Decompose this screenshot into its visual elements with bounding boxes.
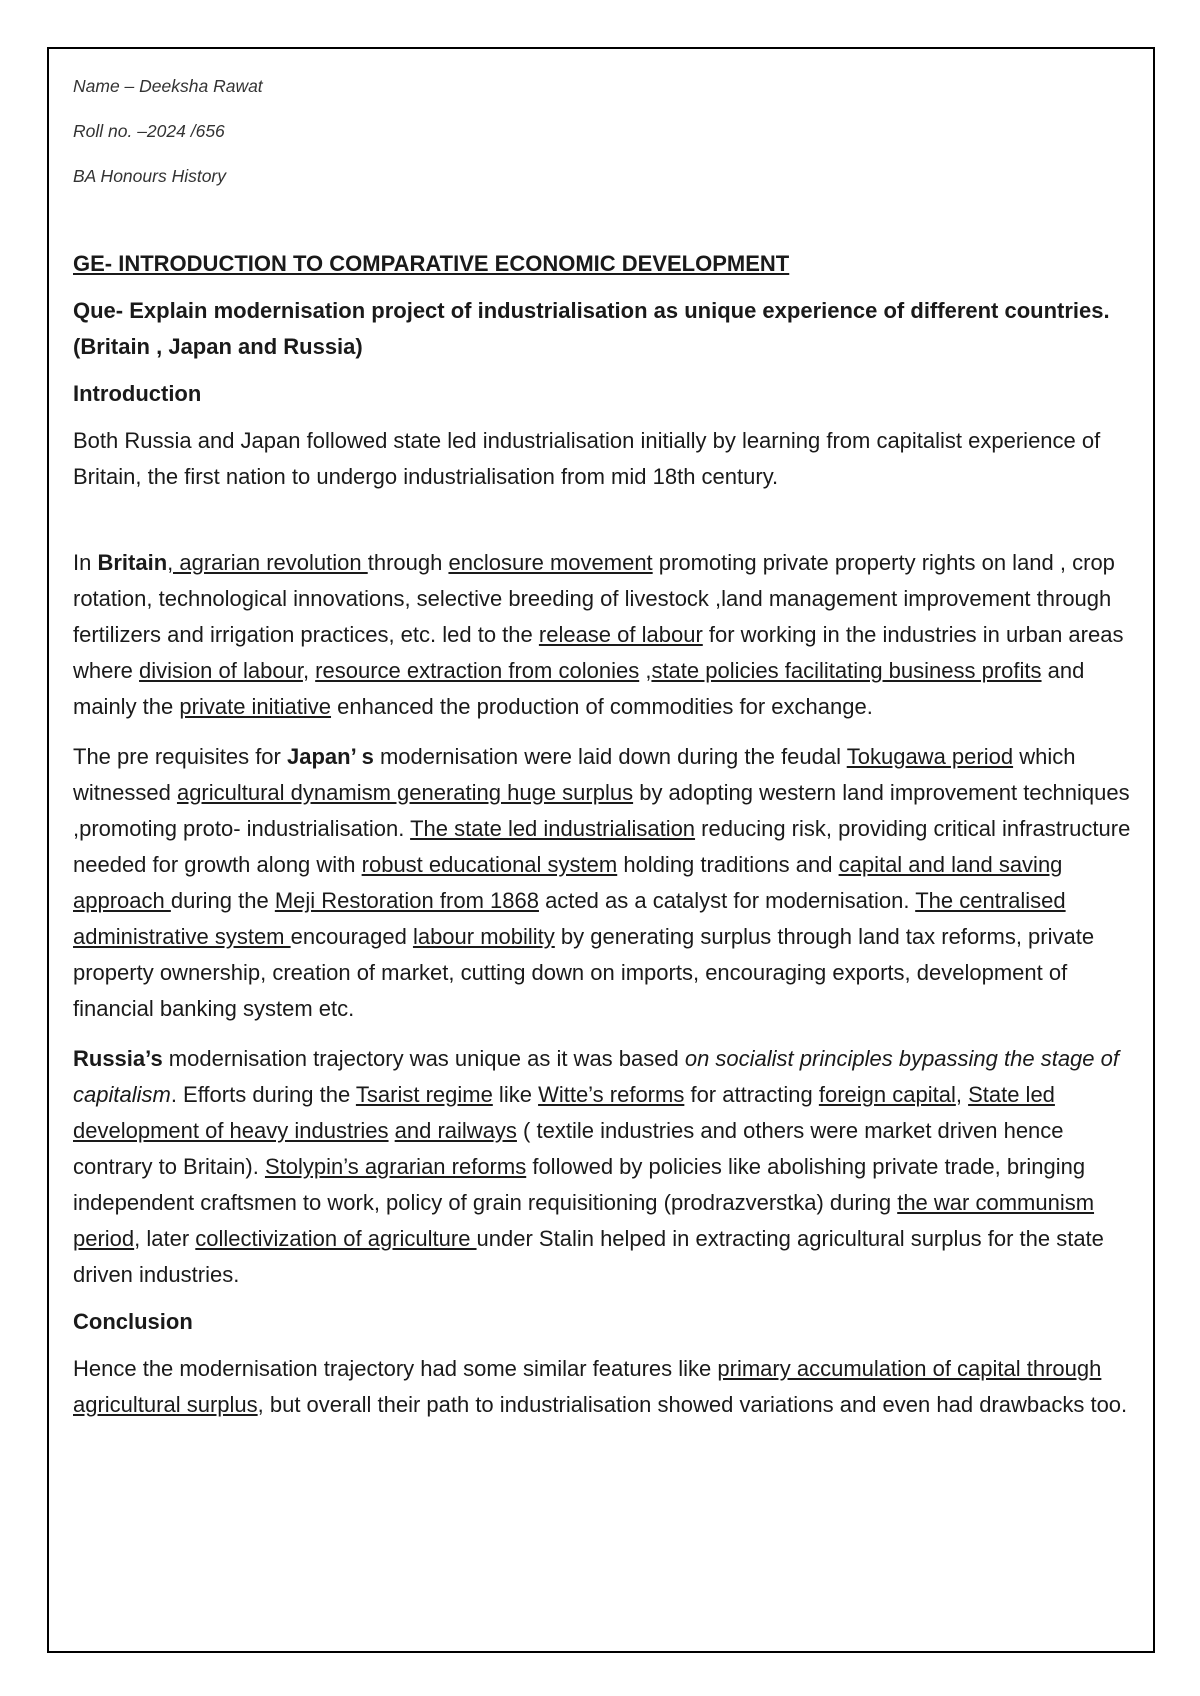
britain-text: for working in the industries in urban areas where — [73, 622, 1124, 683]
russia-text: , later — [134, 1226, 196, 1251]
russia-underline: Stolypin’s agrarian reforms — [264, 1154, 527, 1179]
japan-underline: Tokugawa period — [846, 744, 1014, 769]
japan-underline: robust educational system — [361, 852, 618, 877]
japan-text: acted as a catalyst for modernisation. — [538, 888, 916, 913]
japan-text: holding traditions and — [617, 852, 839, 877]
britain-underline: state policies facilitating business profits — [651, 658, 1042, 683]
japan-text: by adopting western land improvement techniques ,promoting proto- industrialisation. — [73, 780, 1130, 841]
conclusion-paragraph — [73, 1351, 1133, 1423]
britain-text: , — [302, 658, 316, 683]
course-name: BA Honours History — [73, 166, 227, 186]
japan-underline: Meji Restoration from 1868 — [274, 888, 539, 913]
japan-paragraph — [73, 739, 1133, 1027]
russia-paragraph — [73, 1041, 1133, 1293]
document-page — [47, 47, 1155, 1653]
russia-italic: on socialist principles bypassing the stage of capitalism — [73, 1046, 1119, 1107]
question-text: Que- Explain modernisation project of industrialisation as unique experience of different countries.(Britain , Japan and Russia) — [73, 298, 1110, 359]
introduction-paragraph: Both Russia and Japan followed state led industrialisation initially by learning from capitalist experience of Britain, the first nation to undergo industrialisation from mid 18th century. — [73, 428, 1101, 489]
russia-text: for attracting — [684, 1082, 819, 1107]
conclusion-heading: Conclusion — [73, 1309, 193, 1334]
britain-underline: resource extraction from colonies — [315, 658, 640, 683]
britain-bold: Britain — [97, 550, 168, 575]
japan-underline: The centralised administrative system — [73, 888, 1066, 949]
japan-text: modernisation were laid down during the feudal — [373, 744, 847, 769]
britain-text: and mainly the — [73, 658, 1085, 719]
russia-underline: the war communism period — [73, 1190, 1095, 1251]
russia-text: , — [955, 1082, 969, 1107]
britain-underline: private initiative — [179, 694, 332, 719]
japan-underline: The state led industrialisation — [410, 816, 696, 841]
russia-text: modernisation trajectory was unique as it was based — [162, 1046, 685, 1071]
britain-text: , — [639, 658, 652, 683]
britain-underline: enclosure movement — [448, 550, 653, 575]
britain-underline: division of labour — [139, 658, 303, 683]
japan-text: which witnessed — [73, 744, 1076, 805]
document-content — [73, 75, 1133, 1437]
britain-text: In — [73, 550, 98, 575]
japan-underline: labour mobility — [412, 924, 555, 949]
russia-underline: Witte’s reforms — [538, 1082, 685, 1107]
russia-text: . Efforts during the — [170, 1082, 356, 1107]
japan-text: by generating surplus through land tax reforms, private property ownership, creation of market, cutting down on imports, encouraging exports, development of financial banking system etc. — [73, 924, 1095, 1021]
introduction-heading: Introduction — [73, 381, 202, 406]
japan-underline: capital and land saving approach — [73, 852, 1063, 913]
japan-text: reducing risk, providing critical infrastructure needed for growth along with — [73, 816, 1131, 877]
russia-text: followed by policies like abolishing private trade, bringing independent craftsmen to work, policy of grain requisitioning (prodrazverstka) during — [73, 1154, 1086, 1215]
russia-text: like — [492, 1082, 539, 1107]
japan-text: encouraged — [290, 924, 413, 949]
britain-paragraph — [73, 545, 1133, 725]
conclusion-text: , but overall their path to industrialisation showed variations and even had drawbacks too. — [257, 1392, 1128, 1417]
japan-text: The pre requisites for — [73, 744, 287, 769]
student-name: Name – Deeksha Rawat — [73, 76, 263, 96]
russia-text: ( textile industries and others were market driven hence contrary to Britain). — [73, 1118, 1064, 1179]
russia-underline: and railways — [394, 1118, 517, 1143]
paper-title: GE- INTRODUCTION TO COMPARATIVE ECONOMIC DEVELOPMENT — [73, 251, 790, 276]
russia-text: under Stalin helped in extracting agricultural surplus for the state driven industries. — [73, 1226, 1104, 1287]
conclusion-underline: primary accumulation of capital through agricultural surplus — [73, 1356, 1102, 1417]
japan-text: during the — [170, 888, 275, 913]
britain-text: enhanced the production of commodities for exchange. — [331, 694, 873, 719]
russia-underline: State led development of heavy industries — [73, 1082, 1055, 1143]
russia-bold: Russia’s — [73, 1046, 163, 1071]
britain-text: promoting private property rights on land , crop rotation, technological innovations, selective breeding of livestock ,land management improvement through fertilizers and irrigation practices, etc. led to the — [73, 550, 1115, 647]
britain-text: through — [367, 550, 449, 575]
russia-underline: foreign capital — [818, 1082, 956, 1107]
japan-underline: agricultural dynamism generating huge surplus — [176, 780, 634, 805]
russia-underline: Tsarist regime — [355, 1082, 493, 1107]
russia-underline: collectivization of agriculture — [195, 1226, 477, 1251]
conclusion-text: Hence the modernisation trajectory had some similar features like — [73, 1356, 718, 1381]
britain-underline: , agrarian revolution — [167, 550, 368, 575]
britain-underline: release of labour — [538, 622, 703, 647]
roll-number: Roll no. –2024 /656 — [73, 121, 225, 141]
japan-bold: Japan’ s — [286, 744, 374, 769]
